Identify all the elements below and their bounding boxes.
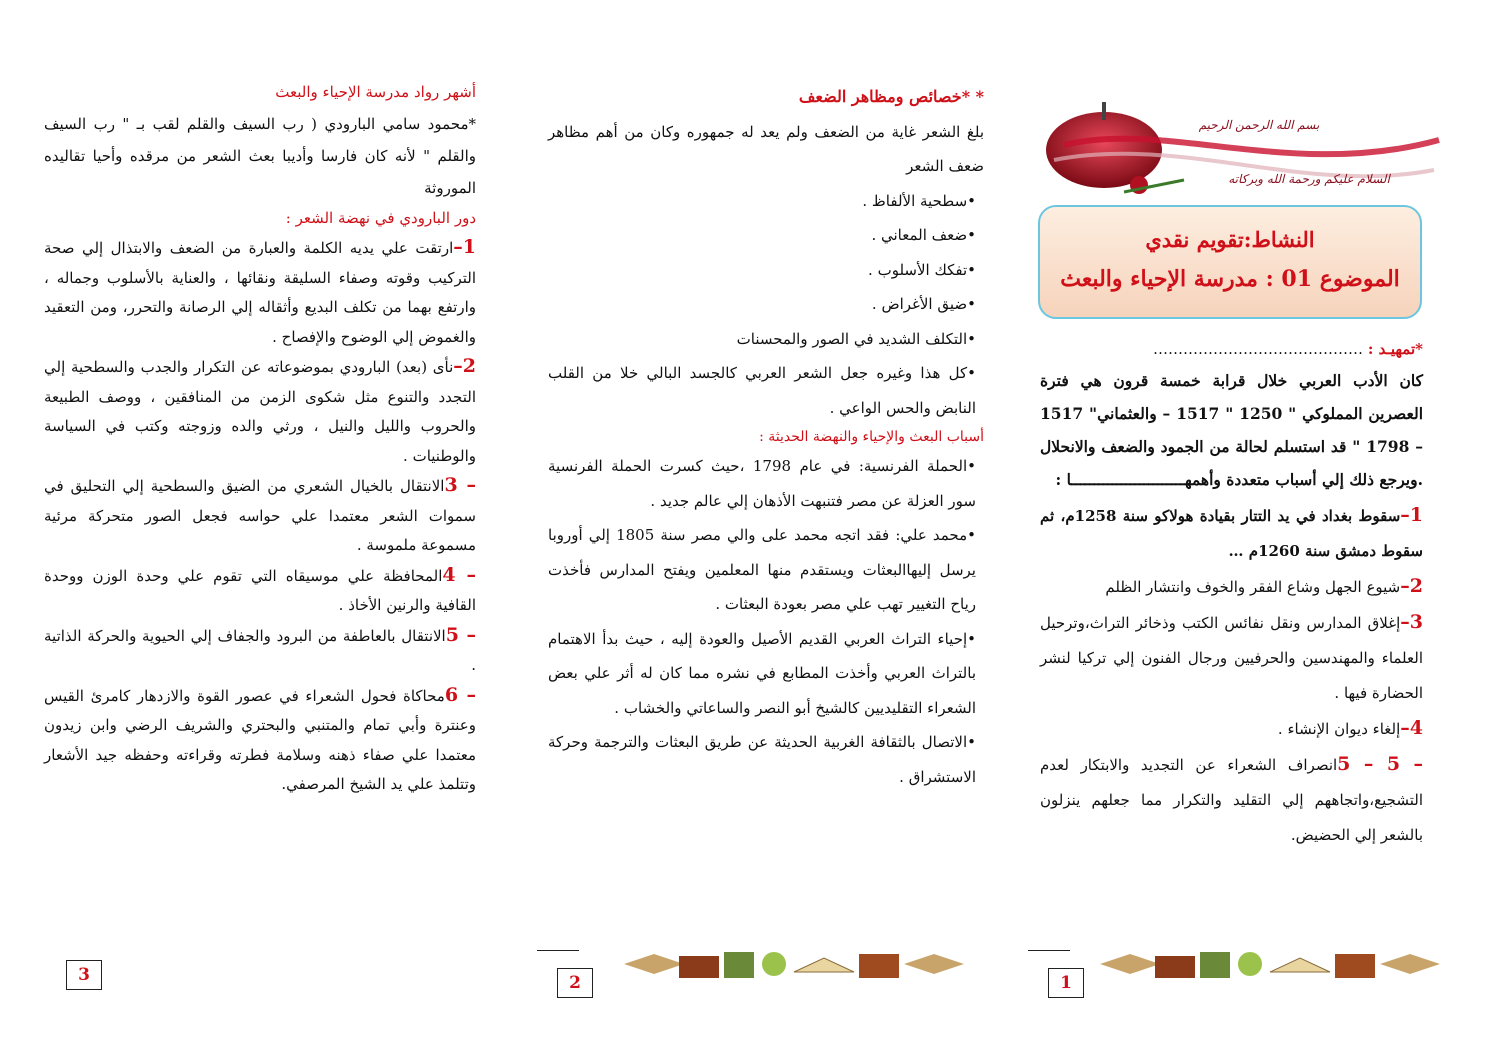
bullet-item: •سطحية الألفاظ . bbox=[862, 191, 976, 210]
column-page-2 bbox=[548, 80, 984, 794]
item-number: 3– bbox=[1400, 610, 1423, 633]
list-item bbox=[44, 471, 476, 561]
intro-heading-line bbox=[1040, 336, 1423, 364]
item-number: – 5 bbox=[445, 623, 476, 646]
column-page-3 bbox=[44, 78, 476, 800]
cause-item: •إحياء التراث العربي القديم الأصيل والعودة إليه ، حيث بدأ الاهتمام بالتراث العربي وأخذت المطابع في نشره مما كان له أثر علي بعض الشعراء التقليديين كالشيخ أبو النصر والساعاتي والخشاب . bbox=[548, 629, 976, 717]
page-number-1: 1 bbox=[1048, 968, 1084, 998]
intro-text: كان الأدب العربي خلال قرابة خمسة قرون هي فترة العصرين المملوكي " 1250 " 1517 – والعثماني" 1517 – 1798 " قد استسلم لحالة من الجمود والضعف والانحلال .ويرجع ذلك إلي أسباب متعددة وأهمهـــــــــــــــــــــــــا : bbox=[1040, 370, 1423, 489]
item-text: إغلاق المدارس ونقل نفائس الكتب وذخائر التراث،وترحيل العلماء والمهندسين والحرفيين ورجال الفنون إلي تركيا لنشر الحضارة فيها . bbox=[1040, 613, 1423, 702]
item-text: الانتقال بالخيال الشعري من الضيق والسطحية إلي التحليق في سموات الشعر معتمدا علي حواسه فجعل الصور متحركة مرئية مسموعة ملموسة . bbox=[44, 477, 476, 554]
weakness-heading: * *خصائص ومظاهر الضعف bbox=[798, 87, 984, 106]
item-text: محاكاة فحول الشعراء في عصور القوة والازدهار كامرئ القيس وعنترة وأبي تمام والمتنبي والبحتري والشريف الرضي وابن زيدون معتمدا علي صفاء ذهنه وسلامة فطرته وقراءته وحفظه جيد الأشعار وتتلمذ علي يد الشيخ المرصفي. bbox=[44, 686, 476, 793]
item-text: انصراف الشعراء عن التجديد والابتكار لعدم التشجيع،واتجاههم إلي التقليد والتكرار مما جعلهم ينزلون بالشعر إلي الحضيض. bbox=[1040, 755, 1423, 844]
pioneers-heading: أشهر رواد مدرسة الإحياء والبعث bbox=[275, 83, 476, 101]
books-ornament bbox=[624, 944, 976, 984]
intro-dots: …………………………………… bbox=[1153, 340, 1364, 358]
calligraphy-basmala: بسم الله الرحمن الرحيم bbox=[1198, 118, 1320, 132]
column-page-1 bbox=[1040, 336, 1423, 853]
bullet-item: •كل هذا وغيره جعل الشعر العربي كالجسد البالي خلا من القلب النابض والحس الواعي . bbox=[548, 364, 976, 417]
item-text: سقوط بغداد في يد التتار بقيادة هولاكو سنة 1258م، ثم سقوط دمشق سنة 1260م … bbox=[1040, 506, 1423, 560]
books-ornament-icon bbox=[1100, 944, 1452, 984]
activity-title: النشاط:تقويم نقدي bbox=[1145, 227, 1315, 252]
list-item bbox=[1040, 711, 1423, 747]
weakness-intro: بلغ الشعر غاية من الضعف ولم يعد له جمهوره وكان من أهم مظاهر ضعف الشعر bbox=[548, 122, 984, 175]
item-number: 2– bbox=[1400, 574, 1423, 597]
page-number-3: 3 bbox=[66, 960, 102, 990]
list-item bbox=[44, 233, 476, 352]
books-ornament bbox=[1100, 944, 1452, 984]
intro-heading: *تمهيـد : bbox=[1367, 340, 1423, 358]
item-text: ارتقت علي يديه الكلمة والعبارة من الضعف والابتذال إلي صحة التركيب وقوته وصفاء السليقة ونقائها ، والعناية بالأسلوب وجماله ، وارتفع بهما من تكلف البديع وأثقاله إلي الرصانة والتحرر، ومن التعقيد والغموض إلي الوضوح والإفصاح . bbox=[44, 239, 476, 346]
page-number-2: 2 bbox=[557, 968, 593, 998]
books-ornament-icon bbox=[624, 944, 976, 984]
item-number: 1– bbox=[453, 236, 476, 258]
footer-rule bbox=[537, 950, 579, 951]
item-text: شيوع الجهل وشاع الفقر والخوف وانتشار الظلم bbox=[1105, 577, 1401, 596]
list-item bbox=[1040, 747, 1423, 853]
item-number: 1– bbox=[1400, 503, 1424, 526]
item-text: إلغاء ديوان الإنشاء . bbox=[1277, 719, 1401, 738]
item-number: 4– bbox=[1400, 716, 1423, 739]
calligraphy-greeting: السلام عليكم ورحمة الله وبركاته bbox=[1228, 172, 1390, 186]
list-item bbox=[44, 352, 476, 471]
item-text: نأى (بعد) البارودي بموضوعاته عن التكرار والجدب والسطحية إلي التجدد والتنوع مثل شكوى الزمن من المنافقين ، ووصف الطبيعة والحروب والليل والنيل ، ورثي والده وزوجته وكتب في السياسة والوطنيات . bbox=[44, 358, 476, 465]
bullet-item: •ضعف المعاني . bbox=[871, 226, 976, 244]
header-ornament bbox=[1044, 100, 1444, 198]
list-item bbox=[1040, 498, 1423, 569]
list-item bbox=[44, 681, 476, 800]
list-item bbox=[44, 561, 476, 621]
cause-item: •الاتصال بالثقافة الغربية الحديثة عن طريق البعثات والترجمة وحركة الاستشراق . bbox=[548, 733, 976, 786]
item-number: 2– bbox=[453, 355, 476, 377]
list-item bbox=[44, 621, 476, 681]
item-number: – 4 bbox=[442, 563, 476, 586]
topic-title: الموضوع 01 : مدرسة الإحياء والبعث bbox=[1060, 266, 1400, 292]
pioneers-intro: *محمود سامي البارودي ( رب السيف والقلم لقب بـ " رب السيف والقلم " لأنه كان فارسا وأديبا بعث الشعر من مرقده وأحيا تقاليده الموروثة bbox=[44, 114, 476, 197]
bullet-item: •التكلف الشديد في الصور والمحسنات bbox=[736, 329, 976, 348]
item-number: – 6 bbox=[444, 683, 476, 706]
bullet-item: •ضيق الأغراض . bbox=[871, 295, 976, 313]
cause-item: •محمد علي: فقد اتجه محمد على والي مصر سنة 1805 إلي أوروبا يرسل إليهاالبعثات ويستقدم منها المعلمين ويفتح المدارس فأخذت رياح التغيير تهب علي مصر بعودة البعثات . bbox=[548, 526, 976, 613]
item-number: – 3 bbox=[444, 474, 476, 496]
role-heading: دور البارودي في نهضة الشعر : bbox=[285, 208, 476, 227]
footer-rule bbox=[1028, 950, 1070, 951]
list-item bbox=[1040, 569, 1423, 605]
cause-item: •الحملة الفرنسية: في عام 1798 ،حيث كسرت الحملة الفرنسية سور العزلة عن مصر فتنبهت الأذهان إلي عالم جديد . bbox=[548, 457, 976, 510]
bullet-item: •تفكك الأسلوب . bbox=[868, 260, 976, 279]
item-text: الانتقال بالعاطفة من البرود والجفاف إلي الحيوية والحركة الذاتية . bbox=[44, 626, 476, 674]
item-number: – 5 – 5 bbox=[1337, 752, 1423, 775]
item-text: المحافظة علي موسيقاه التي تقوم علي وحدة الوزن ووحدة القافية والرنين الأخاذ . bbox=[44, 566, 476, 614]
list-item bbox=[1040, 605, 1423, 711]
title-box bbox=[1038, 205, 1422, 319]
causes-heading: أسباب البعث والإحياء والنهضة الحديثة : bbox=[759, 429, 984, 445]
